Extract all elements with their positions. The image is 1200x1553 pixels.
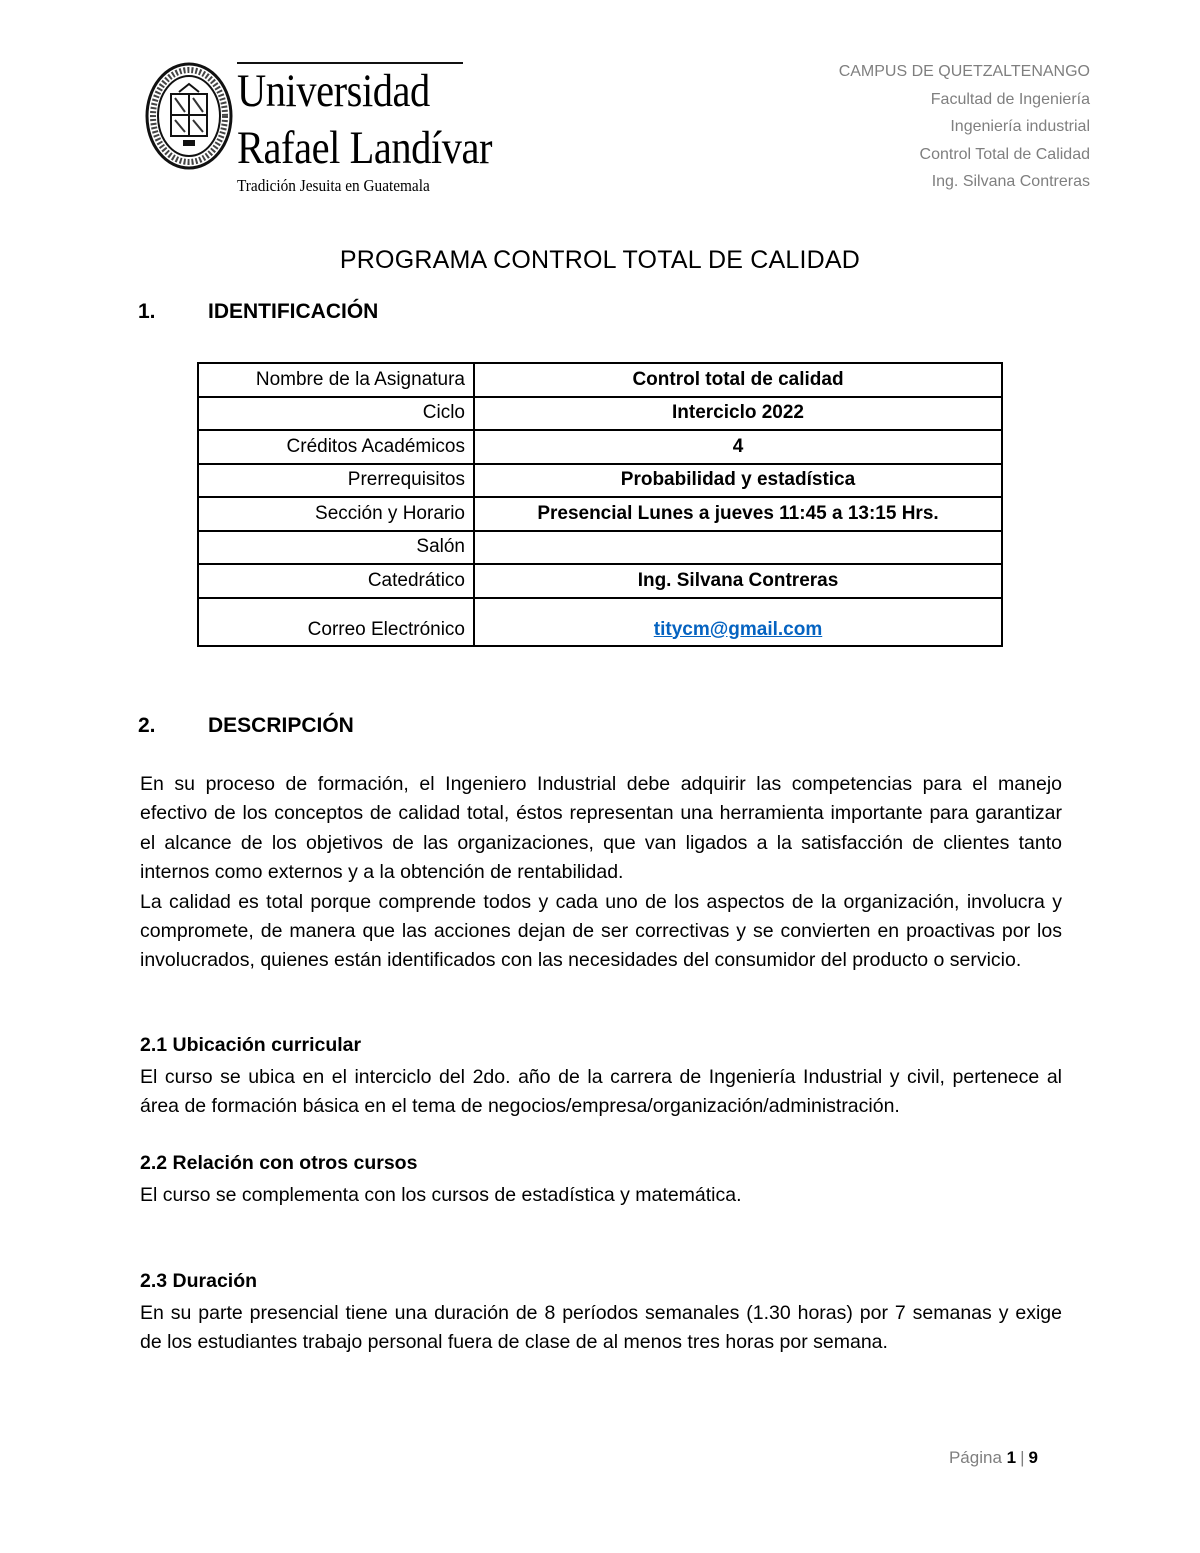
section-title: IDENTIFICACIÓN [208,300,379,323]
subsection-heading-curricular: 2.1 Ubicación curricular [140,1034,362,1056]
subsection-heading-duration: 2.3 Duración [140,1270,258,1292]
table-row [198,497,1002,531]
row-value: 4 [474,430,1002,464]
university-logo [145,58,493,198]
subsection-text-duration: En su parte presencial tiene una duración de 8 períodos semanales (1.30 horas) por 7 semanas y exige de los estudiantes trabajo personal fuera de clase de al menos tres horas por semana. [140,1302,1062,1354]
logo-name-line2: Rafael Landívar [237,122,493,174]
logo-rule [237,62,463,64]
subsection-text-relation: El curso se complementa con los cursos de estadística y matemática. [140,1184,742,1206]
row-value: Presencial Lunes a jueves 11:45 a 13:15 Hrs. [474,497,1002,531]
row-label: Catedrático [198,564,474,598]
page-total: 9 [1028,1448,1038,1467]
row-value: Probabilidad y estadística [474,464,1002,498]
subsection-heading-relation: 2.2 Relación con otros cursos [140,1152,418,1174]
course-name: Control Total de Calidad [919,145,1090,163]
logo-tagline: Tradición Jesuita en Guatemala [237,176,430,195]
row-value: Interciclo 2022 [474,397,1002,431]
row-value: Ing. Silvana Contreras [474,564,1002,598]
page-footer [949,1448,1038,1468]
table-row [198,531,1002,565]
table-row [198,564,1002,598]
email-cell [474,598,1002,646]
row-label: Créditos Académicos [198,430,474,464]
section-number: 2. [138,714,156,737]
row-label: Ciclo [198,397,474,431]
identification-table [197,362,1003,647]
section-number: 1. [138,300,156,323]
header-info [839,58,1090,196]
row-label: Prerrequisitos [198,464,474,498]
table-row [198,363,1002,397]
description-paragraph-2: La calidad es total porque comprende todos y cada uno de los aspectos de la organización, involucra y compromete, de manera que las acciones dejan de ser correctivas y se convierten en proactivas por los involucrados, quienes están identificados con las necesidades del consumidor del producto o servicio. [140,890,1062,972]
table-row [198,598,1002,646]
page-number: 1 [1006,1448,1017,1467]
row-label: Salón [198,531,474,565]
campus-name: CAMPUS DE QUETZALTENANGO [838,63,1090,80]
faculty-name: Facultad de Ingeniería [930,90,1090,108]
table-row [198,430,1002,464]
section-title: DESCRIPCIÓN [208,714,354,737]
subsection-text-curricular: El curso se ubica en el interciclo del 2do. año de la carrera de Ingeniería Industrial y civil, pertenece al área de formación básica en el tema de negocios/empresa/organización/administración. [140,1066,1062,1118]
row-value: Control total de calidad [474,363,1002,397]
logo-name-line1: Universidad [237,65,430,117]
page-separator: | [1020,1448,1025,1467]
row-label: Correo Electrónico [198,598,474,646]
table-row [198,464,1002,498]
email-link[interactable]: titycm@gmail.com [653,618,823,640]
professor-name: Ing. Silvana Contreras [931,173,1090,190]
row-value [474,531,1002,565]
description-paragraph-1: En su proceso de formación, el Ingeniero Industrial debe adquirir las competencias para el manejo efectivo de los conceptos de calidad total, éstos representan una herramienta importante para garantizar el alcance de los objetivos de las organizaciones, que van ligados a la satisfacción de clientes tanto internos como externos y a la obtención de rentabilidad. [140,773,1062,884]
row-label: Sección y Horario [198,497,474,531]
university-seal-icon [145,62,233,170]
row-label: Nombre de la Asignatura [198,363,474,397]
table-row [198,397,1002,431]
description-text [140,770,1062,976]
page-label: Página [948,1448,1002,1467]
career-name: Ingeniería industrial [950,118,1090,135]
section-heading-description [138,714,354,738]
section-heading-identification [138,300,378,324]
page-title: PROGRAMA CONTROL TOTAL DE CALIDAD [339,246,861,274]
